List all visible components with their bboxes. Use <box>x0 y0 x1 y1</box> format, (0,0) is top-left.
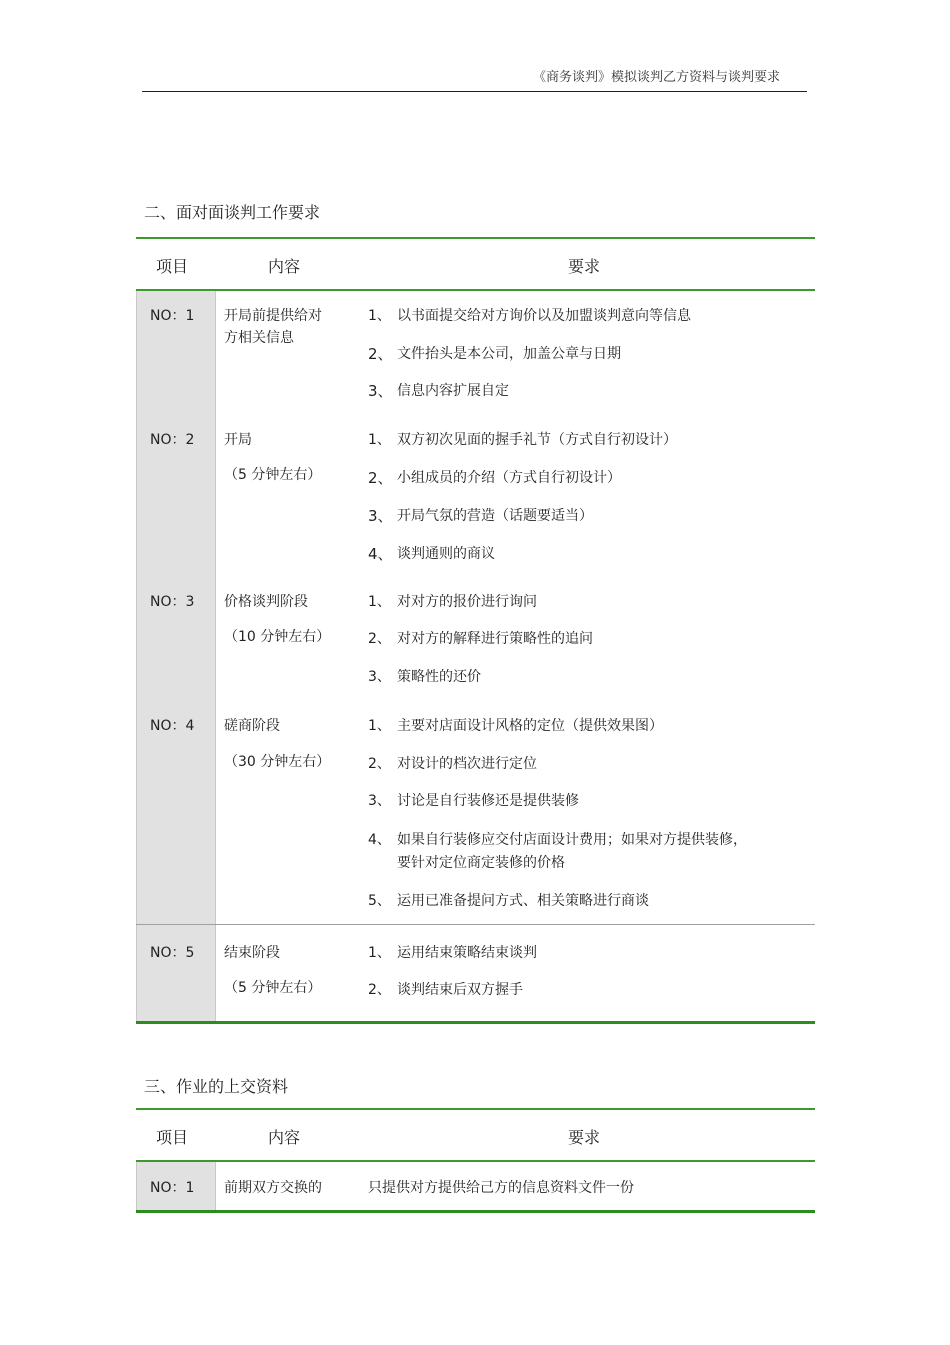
row-requirement: 只提供对方提供给己方的信息资料文件一份 <box>368 1180 634 1196</box>
row-number: NO：1 <box>150 1180 195 1196</box>
row-content-line: （5 分钟左右） <box>224 980 322 996</box>
requirement-number: 3、 <box>368 793 391 809</box>
row-content-line: （30 分钟左右） <box>224 754 331 770</box>
row-content-line: 开局前提供给对 <box>224 308 322 324</box>
requirement-number: 1、 <box>368 594 391 610</box>
requirement-number: 1、 <box>368 718 391 734</box>
column-header-content: 内容 <box>268 257 301 276</box>
item-column-shade <box>136 291 216 1022</box>
row-content-line: 开局 <box>224 432 252 448</box>
requirement-text-continued: 要针对定位商定装修的价格 <box>397 855 565 871</box>
requirement-number: 1、 <box>368 945 391 961</box>
requirement-text: 策略性的还价 <box>397 669 481 685</box>
requirement-text: 谈判结束后双方握手 <box>397 982 523 998</box>
requirement-text: 对对方的解释进行策略性的追问 <box>397 631 593 647</box>
requirement-text: 如果自行装修应交付店面设计费用；如果对方提供装修， <box>397 832 747 848</box>
requirement-text: 对设计的档次进行定位 <box>397 756 537 772</box>
row-content-line: 价格谈判阶段 <box>224 594 308 610</box>
requirement-text: 开局气氛的营造（话题要适当） <box>397 508 593 524</box>
requirement-text: 谈判通则的商议 <box>397 546 495 562</box>
requirement-text: 运用结束策略结束谈判 <box>397 945 537 961</box>
requirement-number: 2、 <box>368 756 391 772</box>
section2-title: 二、面对面谈判工作要求 <box>144 203 321 222</box>
row-number: NO：3 <box>150 594 195 610</box>
header-bottom-rule <box>136 289 815 291</box>
row-content-line: 结束阶段 <box>224 945 280 961</box>
requirement-number: 4、 <box>368 545 393 563</box>
submission-materials-table <box>136 1108 815 1216</box>
requirement-text: 对对方的报价进行询问 <box>397 594 537 610</box>
requirement-number: 4、 <box>368 832 391 848</box>
requirement-text: 信息内容扩展自定 <box>397 383 509 399</box>
header-rule <box>142 91 807 92</box>
requirement-number: 2、 <box>368 345 393 363</box>
column-header-content: 内容 <box>268 1128 301 1147</box>
table-bottom-rule <box>136 1210 815 1213</box>
row-content-line: （5 分钟左右） <box>224 467 322 483</box>
column-header-requirement: 要求 <box>568 257 601 276</box>
row-content-line: 磋商阶段 <box>224 718 280 734</box>
table-header-row <box>136 239 815 289</box>
requirement-text: 文件抬头是本公司，加盖公章与日期 <box>397 346 621 362</box>
requirement-number: 3、 <box>368 669 391 685</box>
requirement-text: 双方初次见面的握手礼节（方式自行初设计） <box>397 432 677 448</box>
column-header-item: 项目 <box>156 1128 189 1147</box>
requirement-number: 2、 <box>368 469 393 487</box>
row-number: NO：4 <box>150 718 195 734</box>
row-number: NO：1 <box>150 308 195 324</box>
column-header-item: 项目 <box>156 257 189 276</box>
row-separator <box>136 924 815 925</box>
requirement-number: 3、 <box>368 382 393 400</box>
row-number: NO：2 <box>150 432 195 448</box>
row-content-line: （10 分钟左右） <box>224 629 331 645</box>
requirement-number: 1、 <box>368 308 391 324</box>
column-header-requirement: 要求 <box>568 1128 601 1147</box>
negotiation-requirements-table <box>136 237 815 1025</box>
row-number: NO：5 <box>150 945 195 961</box>
requirement-text: 主要对店面设计风格的定位（提供效果图） <box>397 718 663 734</box>
requirement-number: 5、 <box>368 893 391 909</box>
header-bottom-rule <box>136 1160 815 1162</box>
requirement-text: 讨论是自行装修还是提供装修 <box>397 793 579 809</box>
table-header-row <box>136 1110 815 1160</box>
row-content-line: 方相关信息 <box>224 330 294 346</box>
row-content: 前期双方交换的 <box>224 1180 322 1196</box>
section3-title: 三、作业的上交资料 <box>144 1077 289 1096</box>
requirement-number: 2、 <box>368 982 391 998</box>
requirement-text: 以书面提交给对方询价以及加盟谈判意向等信息 <box>397 308 691 324</box>
requirement-number: 1、 <box>368 432 391 448</box>
requirement-number: 3、 <box>368 507 393 525</box>
requirement-number: 2、 <box>368 631 391 647</box>
table-bottom-rule <box>136 1021 815 1024</box>
requirement-text: 小组成员的介绍（方式自行初设计） <box>397 470 621 486</box>
requirement-text: 运用已准备提问方式、相关策略进行商谈 <box>397 893 649 909</box>
document-header-title: 《商务谈判》模拟谈判乙方资料与谈判要求 <box>532 70 780 85</box>
